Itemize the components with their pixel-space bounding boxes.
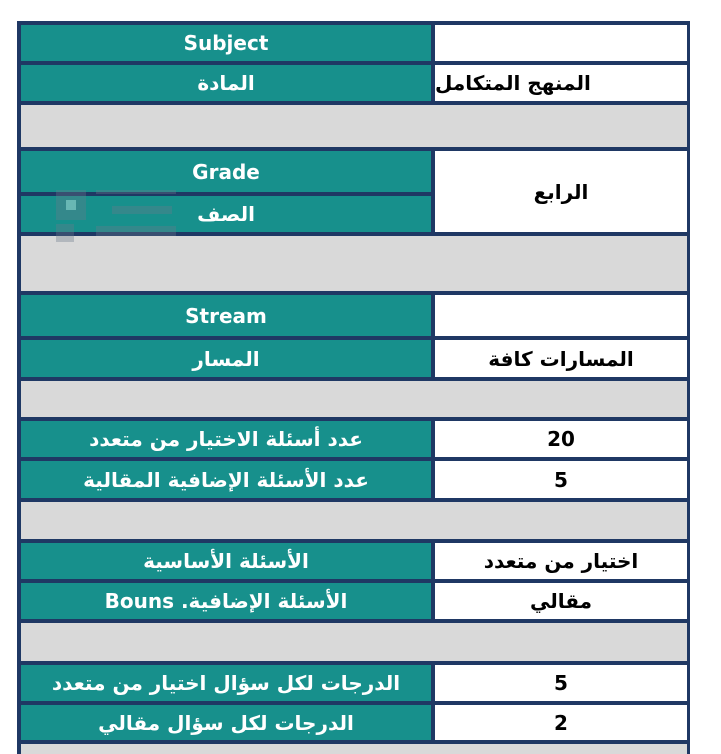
essay-mark-value: 2 bbox=[435, 705, 687, 740]
subject-label-en: Subject bbox=[21, 25, 431, 61]
grade-label-en: Grade bbox=[21, 151, 431, 192]
extra-count-label: عدد الأسئلة الإضافية المقالية bbox=[21, 461, 431, 498]
bonus-questions-label: الأسئلة الإضافية. Bouns bbox=[21, 583, 431, 619]
separator-row bbox=[21, 105, 687, 147]
separator-row bbox=[21, 744, 687, 754]
subject-label-ar: المادة bbox=[21, 65, 431, 101]
stream-label-en: Stream bbox=[21, 295, 431, 336]
separator-row bbox=[21, 623, 687, 661]
basic-questions-value: اختيار من متعدد bbox=[435, 543, 687, 579]
bonus-questions-value: مقالي bbox=[435, 583, 687, 619]
grade-label-ar: الصف bbox=[21, 196, 431, 232]
grade-value: الرابع bbox=[435, 151, 687, 232]
separator-row bbox=[21, 381, 687, 417]
mcq-count-label: عدد أسئلة الاختيار من متعدد bbox=[21, 421, 431, 457]
separator-row bbox=[21, 502, 687, 539]
stream-value: المسارات كافة bbox=[435, 340, 687, 377]
mcq-mark-label: الدرجات لكل سؤال اختيار من متعدد bbox=[21, 665, 431, 701]
mcq-count-value: 20 bbox=[435, 421, 687, 457]
subject-value: المنهج المتكامل bbox=[435, 65, 687, 101]
extra-count-value: 5 bbox=[435, 461, 687, 498]
stream-label-ar: المسار bbox=[21, 340, 431, 377]
basic-questions-label: الأسئلة الأساسية bbox=[21, 543, 431, 579]
mcq-mark-value: 5 bbox=[435, 665, 687, 701]
separator-row bbox=[21, 236, 687, 291]
essay-mark-label: الدرجات لكل سؤال مقالي bbox=[21, 705, 431, 740]
stream-value-blank bbox=[435, 295, 687, 336]
subject-value-blank bbox=[435, 25, 687, 61]
